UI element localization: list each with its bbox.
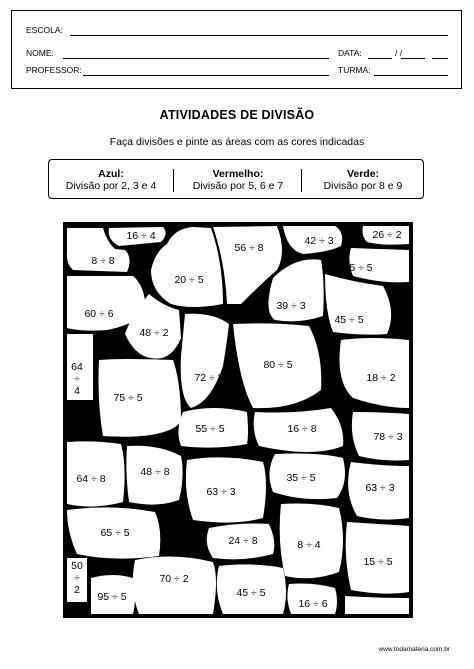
instructions: Faça divisões e pinte as áreas com as cores indicadas <box>109 136 365 148</box>
date-label: DATA: <box>338 48 362 58</box>
cell-label: 48 ÷ 8 <box>140 466 170 478</box>
cell-label: 42 ÷ 3 <box>304 235 334 247</box>
cell-label-part: ÷ <box>74 373 80 385</box>
cell-label: 35 ÷ 5 <box>286 472 316 484</box>
cell-label: 20 ÷ 5 <box>174 274 204 286</box>
teacher-row <box>12 64 461 78</box>
cell-label: 18 ÷ 2 <box>366 372 396 384</box>
cell-label: 26 ÷ 2 <box>372 229 402 241</box>
legend-green <box>303 160 423 198</box>
cell-label: 55 ÷ 5 <box>195 423 225 435</box>
cell-label: 56 ÷ 8 <box>234 242 264 254</box>
legend-green-title: Verde: <box>346 168 380 180</box>
mosaic-stone[interactable] <box>345 596 409 614</box>
cell-label: 16 ÷ 6 <box>298 598 328 610</box>
teacher-field[interactable] <box>83 75 329 76</box>
cell-label: 63 ÷ 3 <box>365 482 395 494</box>
class-field[interactable] <box>374 75 448 76</box>
cell-label-part: 50 <box>71 560 83 572</box>
cell-label: 75 ÷ 5 <box>113 392 143 404</box>
cell-label: 80 ÷ 5 <box>263 359 293 371</box>
stone-mosaic <box>63 222 413 618</box>
school-row <box>12 24 461 38</box>
school-field[interactable] <box>70 35 448 36</box>
cell-label: 45 ÷ 5 <box>236 587 266 599</box>
date-year-field[interactable] <box>432 58 448 59</box>
cell-label: 39 ÷ 3 <box>276 300 306 312</box>
header-form <box>11 10 462 89</box>
legend-red <box>175 160 301 198</box>
mosaic-stone[interactable] <box>133 556 216 614</box>
class-label: TURMA: <box>338 65 371 75</box>
cell-label: 48 ÷ 2 <box>139 327 169 339</box>
legend-divider <box>301 169 302 192</box>
date-day-field[interactable] <box>368 58 392 59</box>
cell-label: 8 ÷ 8 <box>91 255 115 267</box>
date-month-field[interactable] <box>401 58 425 59</box>
teacher-label: PROFESSOR: <box>26 65 82 75</box>
cell-label-part: ÷ <box>74 572 80 584</box>
legend-green-rule: Divisão por 8 e 9 <box>323 180 403 192</box>
legend-blue-rule: Divisão por 2, 3 e 4 <box>65 180 157 192</box>
legend-blue-title: Azul: <box>98 168 124 180</box>
cell-label-part: 2 <box>74 584 80 596</box>
cell-label: 16 ÷ 8 <box>287 423 317 435</box>
cell-label: 64 ÷ 8 <box>76 473 106 485</box>
cell-label: 95 ÷ 5 <box>97 591 127 603</box>
legend-red-title: Vermelho: <box>212 168 264 180</box>
name-label: NOME: <box>26 48 54 58</box>
cell-label-part: 4 <box>74 385 80 397</box>
cell-label: 65 ÷ 5 <box>100 527 130 539</box>
cell-label: 63 ÷ 3 <box>206 486 236 498</box>
cell-label: 24 ÷ 8 <box>228 535 258 547</box>
page-title: ATIVIDADES DE DIVISÃO <box>159 108 315 122</box>
footer-url: www.todamateria.com.br <box>378 646 450 653</box>
cell-label: 5 ÷ 5 <box>349 262 373 274</box>
cell-label-part: 64 <box>71 361 83 373</box>
cell-label: 72 ÷ 8 <box>194 372 224 384</box>
color-legend <box>48 159 424 199</box>
name-row <box>12 47 461 61</box>
legend-blue <box>49 160 173 198</box>
date-separators: / / <box>395 48 403 58</box>
legend-divider <box>173 169 174 192</box>
school-label: ESCOLA: <box>26 25 63 35</box>
cell-label: 45 ÷ 5 <box>334 314 364 326</box>
cell-label: 70 ÷ 2 <box>159 573 189 585</box>
legend-red-rule: Divisão por 5, 6 e 7 <box>192 180 284 192</box>
cell-label: 60 ÷ 6 <box>84 308 114 320</box>
cell-label: 8 ÷ 4 <box>297 539 321 551</box>
cell-label: 78 ÷ 3 <box>373 431 403 443</box>
name-field[interactable] <box>63 58 329 59</box>
cell-label: 16 ÷ 4 <box>126 230 156 242</box>
cell-label: 15 ÷ 5 <box>363 556 393 568</box>
